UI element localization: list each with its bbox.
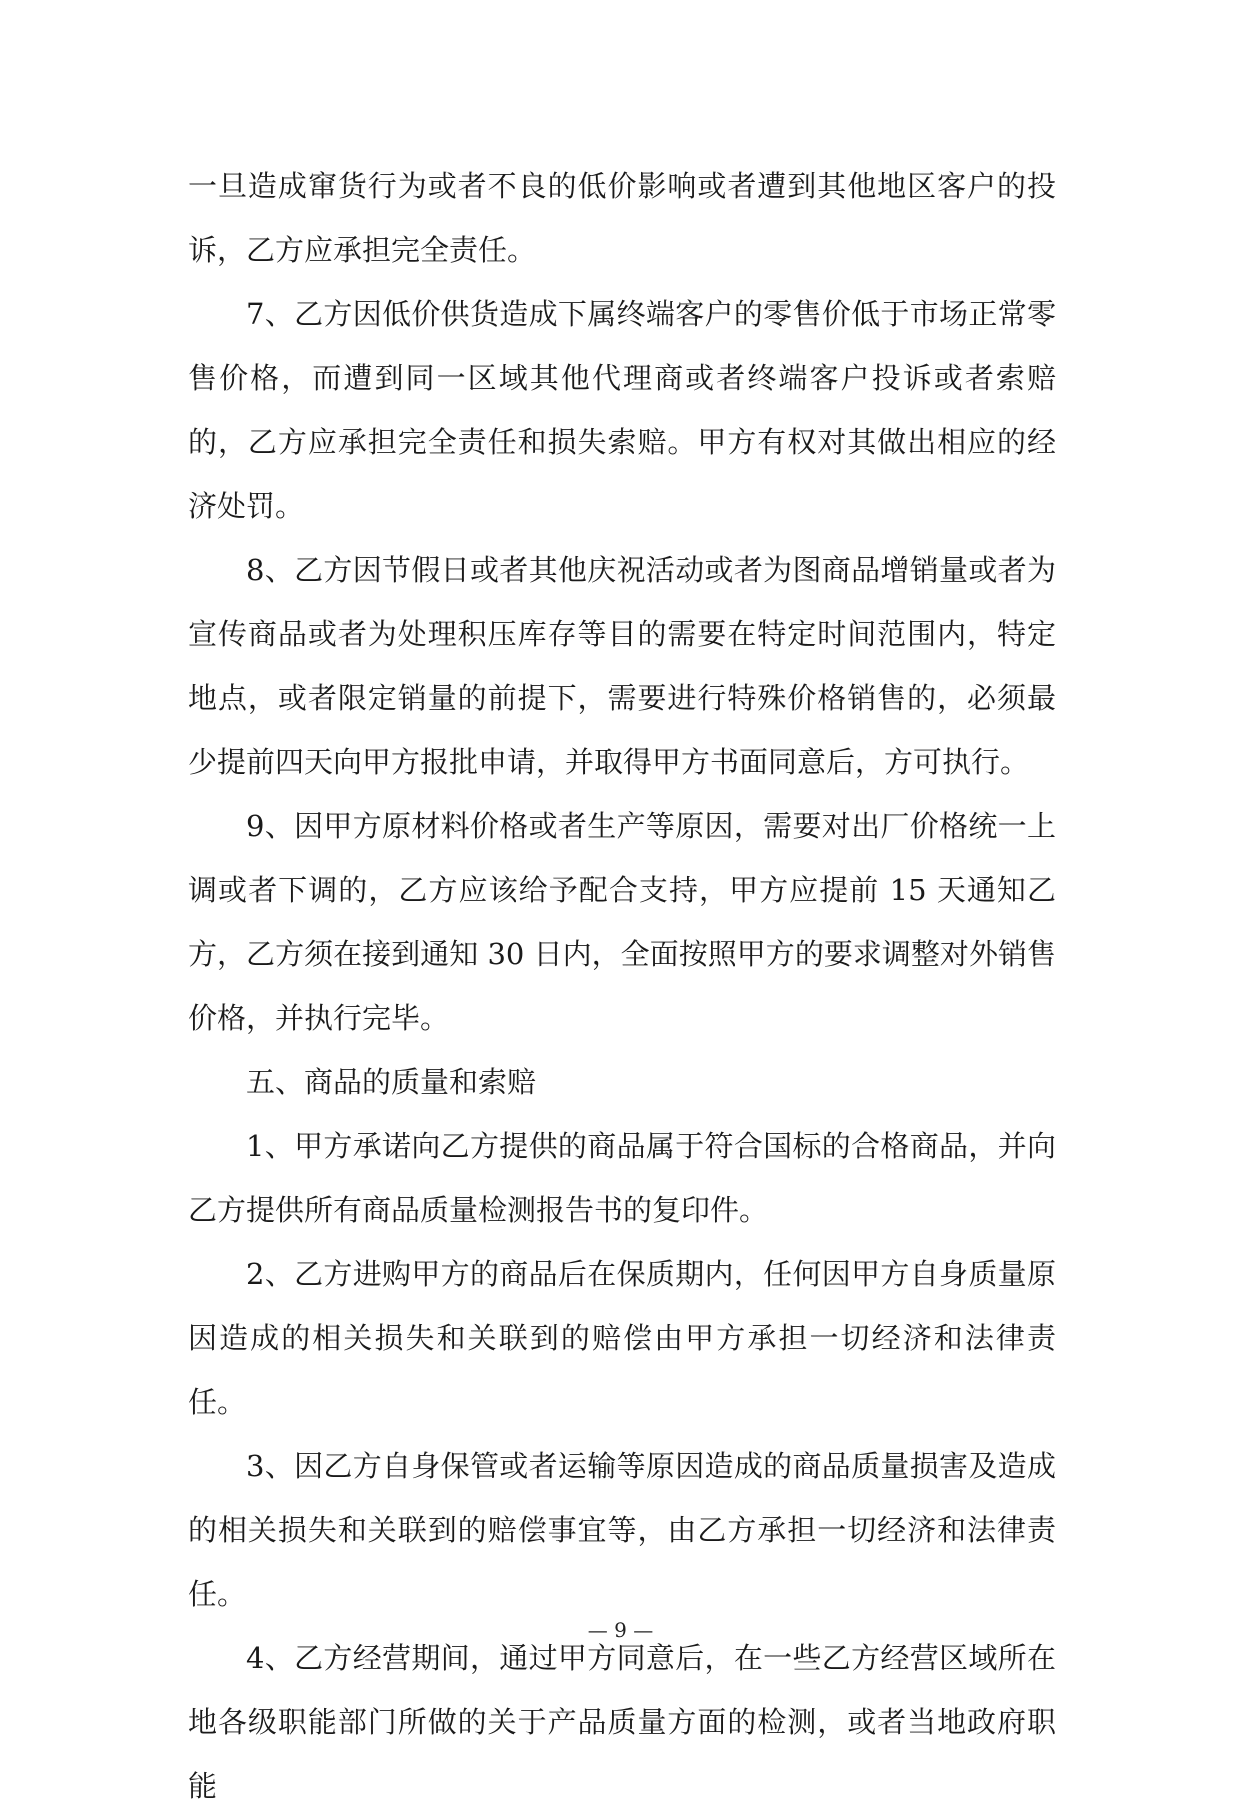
paragraph-continuation: 一旦造成窜货行为或者不良的低价影响或者遭到其他地区客户的投诉，乙方应承担完全责任。 xyxy=(188,169,1056,267)
document-body xyxy=(188,154,1056,1818)
paragraph-quality-1: 1、甲方承诺向乙方提供的商品属于符合国标的合格商品，并向乙方提供所有商品质量检测报告书的复印件。 xyxy=(188,1129,1056,1227)
paragraph-item-9: 9、因甲方原材料价格或者生产等原因，需要对出厂价格统一上调或者下调的，乙方应该给予配合支持，甲方应提前 15 天通知乙方，乙方须在接到通知 30 日内，全面按照甲方的要求调整对外销售价格，并执行完毕。 xyxy=(188,809,1056,1035)
paragraph-item-8: 8、乙方因节假日或者其他庆祝活动或者为图商品增销量或者为宣传商品或者为处理积压库存等目的需要在特定时间范围内，特定地点，或者限定销量的前提下，需要进行特殊价格销售的，必须最少提前四天向甲方报批申请，并取得甲方书面同意后，方可执行。 xyxy=(188,553,1056,779)
section-heading-quality: 五、商品的质量和索赔 xyxy=(246,1065,537,1099)
page-number: — 9 — xyxy=(587,1618,654,1642)
paragraph-quality-4: 4、乙方经营期间，通过甲方同意后，在一些乙方经营区域所在地各级职能部门所做的关于产品质量方面的检测，或者当地政府职能 xyxy=(188,1641,1056,1803)
paragraph-quality-2: 2、乙方进购甲方的商品后在保质期内，任何因甲方自身质量原因造成的相关损失和关联到的赔偿由甲方承担一切经济和法律责任。 xyxy=(188,1257,1056,1419)
paragraph-item-7: 7、乙方因低价供货造成下属终端客户的零售价低于市场正常零售价格，而遭到同一区域其他代理商或者终端客户投诉或者索赔的，乙方应承担完全责任和损失索赔。甲方有权对其做出相应的经济处罚。 xyxy=(188,297,1056,523)
paragraph-quality-3: 3、因乙方自身保管或者运输等原因造成的商品质量损害及造成的相关损失和关联到的赔偿事宜等，由乙方承担一切经济和法律责任。 xyxy=(188,1449,1056,1611)
